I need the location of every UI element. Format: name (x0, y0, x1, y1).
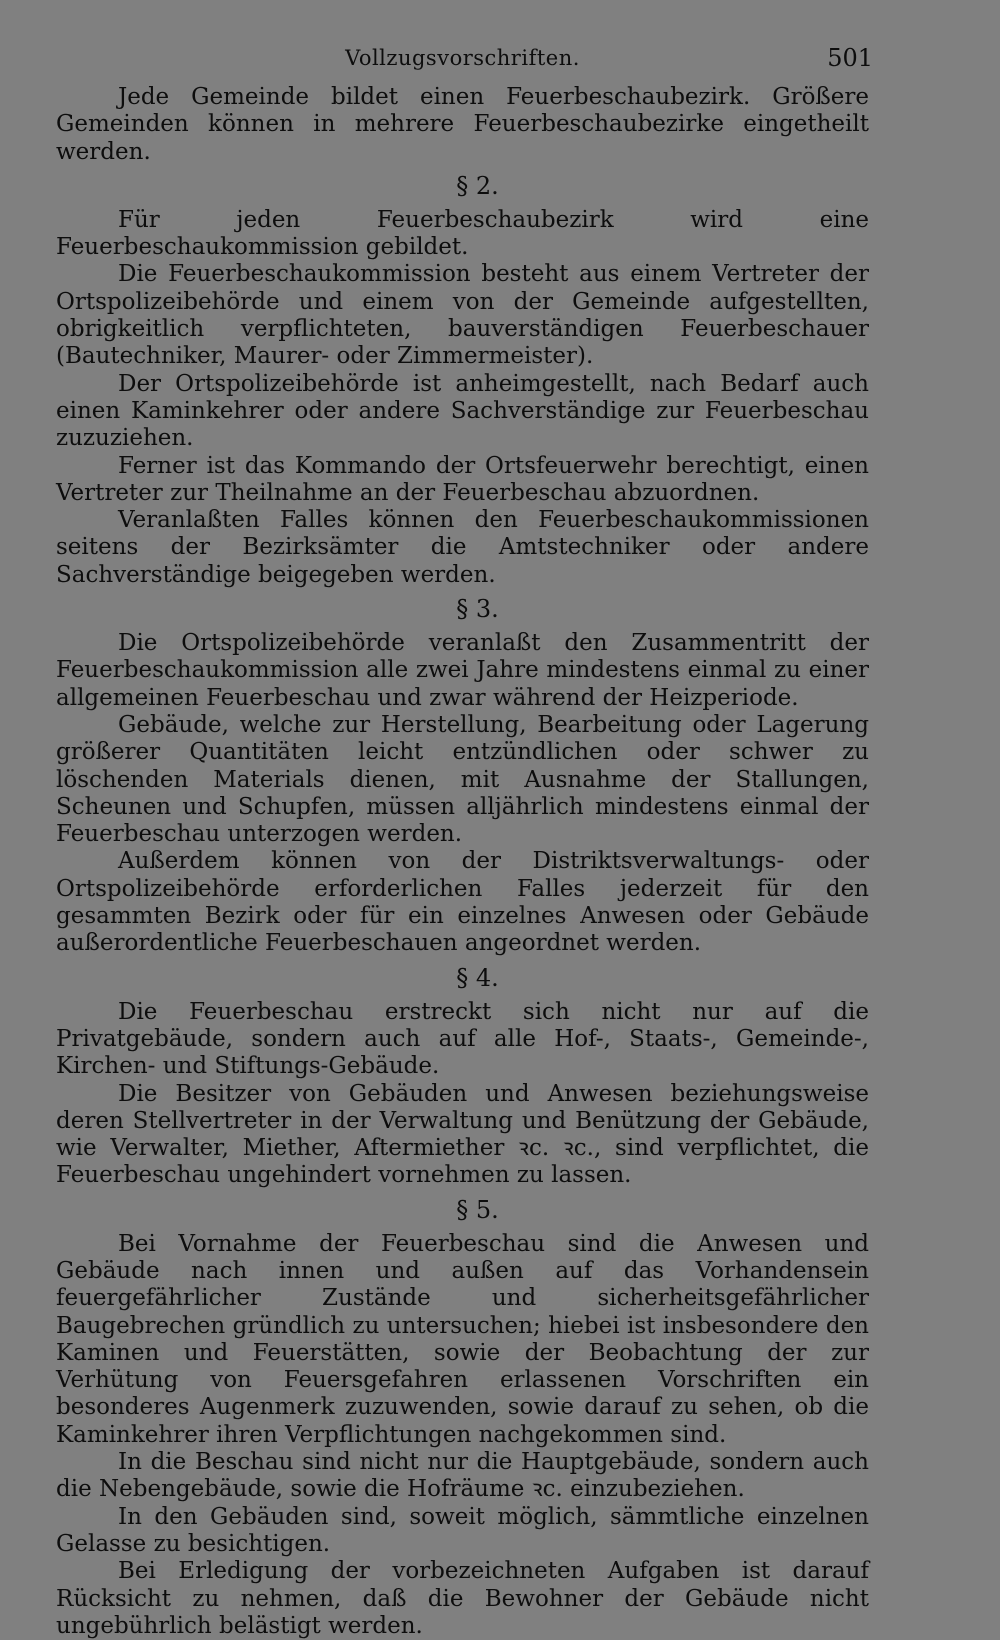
document-body (56, 84, 869, 1640)
paragraph: In die Beschau sind nicht nur die Hauptgebäude, sondern auch die Nebengebäude, sowie die Hofräume ꝛc. einzubeziehen. (56, 1449, 869, 1503)
page-number: 501 (827, 44, 873, 72)
paragraph: Der Ortspolizeibehörde ist anheimgestellt, nach Bedarf auch einen Kaminkehrer oder andere Sachverständige zur Feuerbeschau zuzuziehen. (56, 370, 869, 452)
section-4 (56, 961, 869, 1190)
section-heading: § 2. (456, 171, 499, 200)
section-2 (56, 169, 869, 589)
paragraph: Bei Vornahme der Feuerbeschau sind die Anwesen und Gebäude nach innen und außen auf das Vorhandensein feuergefährlicher Zustände und sicherheitsgefährlicher Baugebrechen gründlich zu untersuchen; hiebei ist insbesondere den Kaminen und Feuerstätten, sowie der Beobachtung der zur Verhütung von Feuersgefahren erlassenen Vorschriften ein besonderes Augenmerk zuzuwenden, sowie darauf zu sehen, ob die Kaminkehrer ihren Verpflichtungen nachgekommen sind. (56, 1230, 869, 1448)
running-header (56, 42, 873, 78)
section-heading: § 4. (456, 963, 499, 992)
paragraph: In den Gebäuden sind, soweit möglich, sämmtliche einzelnen Gelasse zu besichtigen. (56, 1503, 869, 1557)
running-title: Vollzugsvorschriften. (345, 46, 580, 70)
paragraph: Die Feuerbeschaukommission besteht aus einem Vertreter der Ortspolizeibehörde und einem von der Gemeinde aufgestellten, obrigkeitlich verpflichteten, bauverständigen Feuerbeschauer (Bautechniker, Maurer- oder Zimmermeister). (56, 261, 869, 370)
paragraph: Die Ortspolizeibehörde veranlaßt den Zusammentritt der Feuerbeschaukommission alle zwei Jahre mindestens einmal zu einer allgemeinen Feuerbeschau und zwar während der Heizperiode. (56, 630, 869, 711)
section-5 (56, 1193, 869, 1640)
paragraph: Für jeden Feuerbeschaubezirk wird eine Feuerbeschaukommission gebildet. (56, 206, 869, 261)
paragraph: Gebäude, welche zur Herstellung, Bearbeitung oder Lagerung größerer Quantitäten leicht entzündlichen oder schwer zu löschenden Materials dienen, mit Ausnahme der Stallungen, Scheunen und Schupfen, müssen alljährlich mindestens einmal der Feuerbeschau unterzogen werden. (56, 711, 869, 848)
section-heading: § 5. (456, 1195, 499, 1224)
paragraph: Veranlaßten Falles können den Feuerbeschaukommissionen seitens der Bezirksämter die Amtstechniker oder andere Sachverständige beigegeben werden. (56, 507, 869, 588)
paragraph: Die Feuerbeschau erstreckt sich nicht nur auf die Privatgebäude, sondern auch auf alle Hof-, Staats-, Gemeinde-, Kirchen- und Stiftungs-Gebäude. (56, 998, 869, 1080)
paragraph: Ferner ist das Kommando der Ortsfeuerwehr berechtigt, einen Vertreter zur Theilnahme an der Feuerbeschau abzuordnen. (56, 452, 869, 506)
section-heading: § 3. (456, 595, 499, 624)
paragraph: Außerdem können von der Distriktsverwaltungs- oder Ortspolizeibehörde erforderlichen Falles jederzeit für den gesammten Bezirk oder für ein einzelnes Anwesen oder Gebäude außerordentliche Feuerbeschauen angeordnet werden. (56, 848, 869, 957)
intro-paragraph: Jede Gemeinde bildet einen Feuerbeschaubezirk. Größere Gemeinden können in mehrere Feuerbeschaubezirke eingetheilt werden. (56, 84, 869, 165)
paragraph: Die Besitzer von Gebäuden und Anwesen beziehungsweise deren Stellvertreter in der Verwaltung und Benützung der Gebäude, wie Verwalter, Miether, Aftermiether ꝛc. ꝛc., sind verpflichtet, die Feuerbeschau ungehindert vornehmen zu lassen. (56, 1080, 869, 1189)
section-3 (56, 592, 869, 958)
paragraph: Bei Erledigung der vorbezeichneten Aufgaben ist darauf Rücksicht zu nehmen, daß die Bewohner der Gebäude nicht ungebührlich belästigt werden. (56, 1558, 869, 1639)
